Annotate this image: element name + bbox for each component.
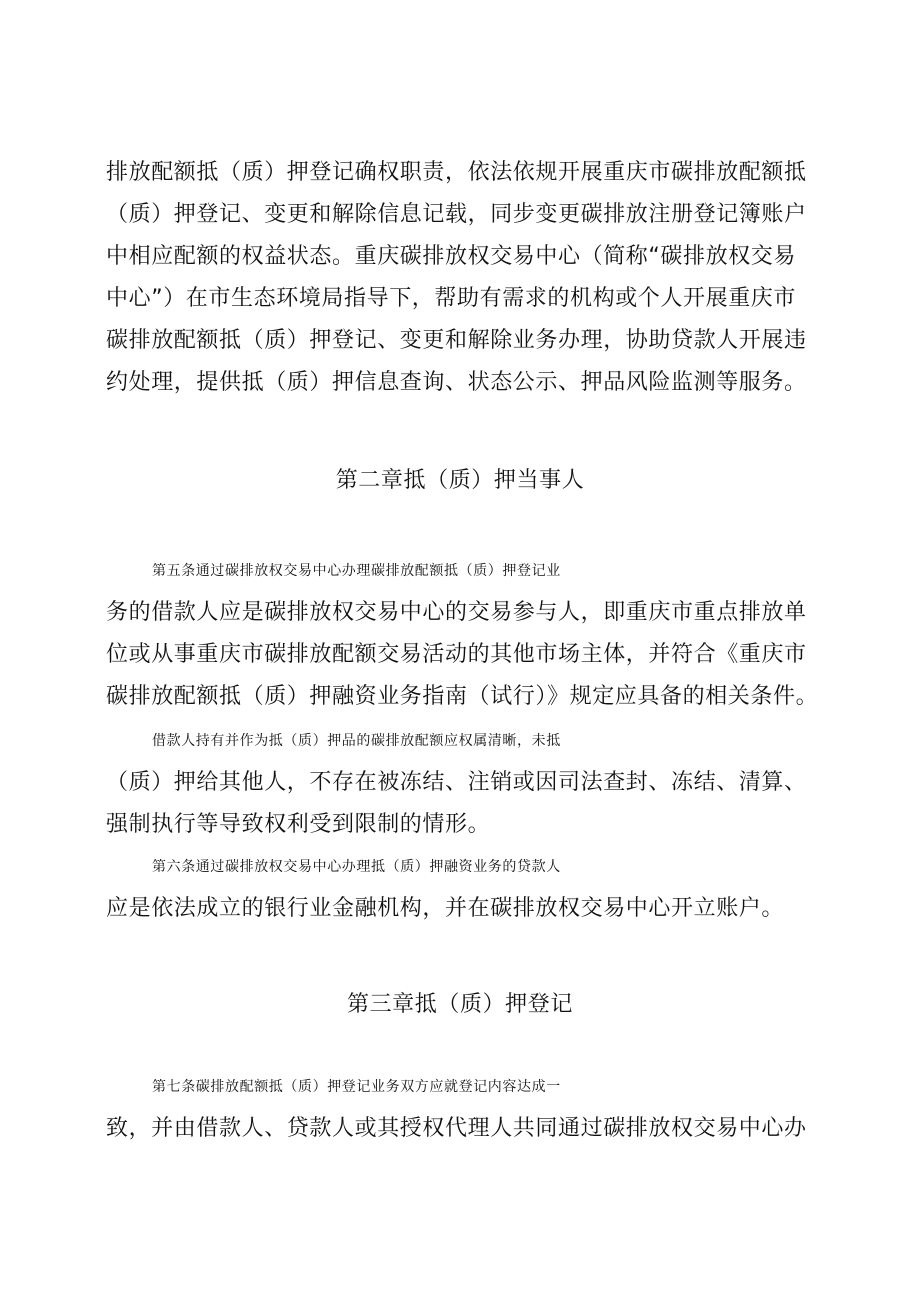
paragraph-line: 碳排放配额抵（质）押融资业务指南（试行）》规定应具备的相关条件。 — [106, 684, 819, 709]
paragraph-line: 碳排放配额抵（质）押登记、变更和解除业务办理，协助贷款人开展违 — [106, 328, 807, 353]
paragraph-line: 致，并由借款人、贷款人或其授权代理人共同通过碳排放权交易中心办 — [106, 1116, 807, 1141]
paragraph-line: 第七条碳排放配额抵（质）押登记业务双方应就登记内容达成一 — [152, 1079, 561, 1095]
paragraph-line: 中心”）在市生态环境局指导下，帮助有需求的机构或个人开展重庆市 — [106, 286, 796, 311]
paragraph-line: 第六条通过碳排放权交易中心办理抵（质）押融资业务的贷款人 — [152, 859, 561, 875]
paragraph-line: 排放配额抵（质）押登记确权职责，依法依规开展重庆市碳排放配额抵 — [106, 160, 807, 185]
chapter-heading: 第三章抵（质）押登记 — [346, 992, 573, 1017]
paragraph-line: 中相应配额的权益状态。重庆碳排放权交易中心（简称“碳排放权交易 — [106, 244, 796, 269]
paragraph-line: （质）押登记、变更和解除信息记载，同步变更碳排放注册登记簿账户 — [106, 202, 807, 227]
paragraph-line: 位或从事重庆市碳排放配额交易活动的其他市场主体，并符合《重庆市 — [106, 642, 807, 667]
paragraph-line: 务的借款人应是碳排放权交易中心的交易参与人，即重庆市重点排放单 — [106, 600, 807, 625]
paragraph-line: 应是依法成立的银行业金融机构，并在碳排放权交易中心开立账户。 — [106, 896, 785, 921]
paragraph-line: （质）押给其他人，不存在被冻结、注销或因司法查封、冻结、清算、 — [106, 770, 807, 795]
paragraph-line: 强制执行等导致权利受到限制的情形。 — [106, 812, 491, 837]
chapter-heading: 第二章抵（质）押当事人 — [335, 468, 585, 493]
paragraph-line: 约处理，提供抵（质）押信息查询、状态公示、押品风险监测等服务。 — [106, 370, 807, 395]
paragraph-line: 第五条通过碳排放权交易中心办理碳排放配额抵（质）押登记业 — [152, 563, 561, 579]
paragraph-line: 借款人持有并作为抵（质）押品的碳排放配额应权属清晰，未抵 — [152, 733, 561, 749]
